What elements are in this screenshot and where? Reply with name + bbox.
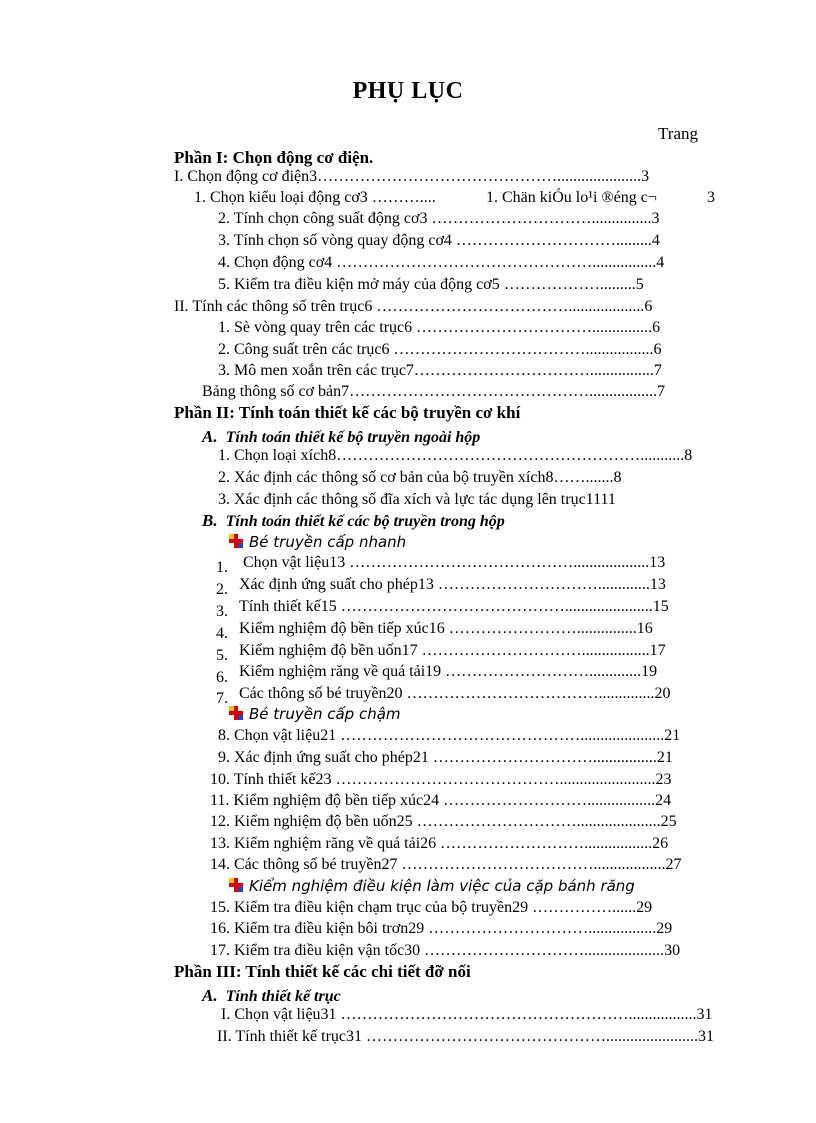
toc-entry: II. Tính các thông số trên trục6 ………………………………...................6 (174, 298, 653, 315)
toc-entry: I. Chọn vật liệu31 ……………………………………………….................31 (221, 1006, 713, 1023)
section-letter: A. (202, 427, 218, 446)
toc-entry: 5. Kiểm tra điều kiện mở máy của động cơ5 ……………….........5 (218, 276, 644, 293)
toc-entry: II. Tính thiết kế trục31 ……………………………………….......................31 (217, 1028, 714, 1045)
toc-entry: Kiểm nghiệm độ bền uốn17 ………………………….................17 (239, 642, 666, 659)
section-title: Tính thiết kế trục (225, 988, 341, 1005)
section-letter: A. (202, 986, 218, 1005)
toc-page-number: 3 (707, 189, 715, 206)
bullet-cross-icon (229, 706, 243, 720)
section-title: Tính toán thiết kế bộ truyền ngoài hộp (225, 429, 481, 446)
toc-entry: 3. Xác định các thông số đĩa xích và lực tác dụng lên trục1111 (218, 491, 616, 508)
toc-entry: 17. Kiểm tra điều kiện vận tốc30 …………………………....................30 (210, 942, 681, 959)
subsection-check (229, 876, 635, 897)
list-number: 7. (216, 690, 228, 707)
list-number: 6. (216, 669, 228, 686)
toc-entry: 15. Kiểm tra điều kiện chạm trục của bộ truyền29 ……………......29 (210, 899, 653, 916)
subsection-fast (229, 532, 406, 553)
subsection-slow (229, 704, 401, 725)
toc-entry: 13. Kiểm nghiệm răng về quá tải26 ……………………….................26 (210, 835, 669, 852)
toc-entry: 4. Chọn động cơ4 …………………………………………................4 (218, 254, 665, 271)
toc-entry-overlap: 1. Chän kiÓu lo¹i ®éng c¬ (486, 189, 657, 206)
list-number: 4. (216, 625, 228, 642)
section-a-heading (202, 986, 341, 1007)
part1-heading: Phần I: Chọn động cơ điện. (174, 148, 374, 167)
section-a-heading (202, 427, 480, 448)
subsection-title: Bé truyền cấp chậm (249, 705, 401, 723)
bullet-cross-icon (229, 878, 243, 892)
toc-entry: 3. Mô men xoắn trên các trục7……………………………................7 (218, 362, 662, 379)
bullet-cross-icon (229, 534, 243, 548)
toc-entry: 14. Các thông số bé truyền27 ………………………………..................27 (210, 856, 682, 873)
toc-entry: 11. Kiểm nghiệm độ bền tiếp xúc24 ……………………….................24 (210, 792, 672, 809)
list-number: 3. (216, 603, 228, 620)
toc-entry: 8. Chọn vật liệu21 ……………………………………….....................21 (218, 727, 681, 744)
toc-entry: Xác định ứng suất cho phép13 ………………………….............13 (239, 576, 666, 593)
toc-entry: 2. Tính chọn công suất động cơ3 …………………………...............3 (218, 210, 660, 227)
toc-entry: 3. Tính chọn số vòng quay động cơ4 ………………………….........4 (218, 232, 660, 249)
toc-entry: Kiểm nghiệm răng về quá tải19 ……………………….............19 (239, 663, 658, 680)
toc-entry: 1. Sè vòng quay trên các trục6 ……………………………...............6 (218, 319, 661, 336)
subsection-title: Bé truyền cấp nhanh (249, 533, 407, 551)
list-number: 5. (216, 647, 228, 664)
section-title: Tính toán thiết kế các bộ truyền trong hộp (225, 513, 505, 530)
part3-heading: Phần III: Tính thiết kế các chi tiết đỡ nối (174, 962, 471, 981)
toc-entry: Kiểm nghiệm độ bền tiếp xúc16 ……………………...............16 (239, 620, 653, 637)
list-number: 2. (216, 581, 228, 598)
toc-entry: 12. Kiểm nghiệm độ bền uốn25 ………………………….....................25 (210, 813, 677, 830)
toc-entry: 16. Kiểm tra điều kiện bôi trơn29 ………………………….................29 (210, 920, 673, 937)
toc-entry: 9. Xác định ứng suất cho phép21 …………………………................21 (218, 749, 673, 766)
toc-entry: Tính thiết kế15 ……………………………………......................15 (239, 598, 669, 615)
page-title: PHỤ LỤC (352, 78, 464, 104)
list-number: 1. (216, 559, 228, 576)
section-b-heading (202, 511, 505, 532)
toc-entry: 1. Chọn loại xích8…………………………………………………...........8 (218, 447, 693, 464)
toc-entry: 10. Tính thiết kế23 ……………………………………........................23 (210, 771, 672, 788)
toc-entry: Chọn vật liệu13 ……………………………………...................13 (243, 554, 666, 571)
page-column-label: Trang (658, 124, 698, 143)
subsection-title: Kiểm nghiệm điều kiện làm việc của cặp bánh răng (249, 877, 635, 895)
toc-entry: 2. Xác định các thông số cơ bản của bộ truyền xích8…….......8 (218, 469, 622, 486)
section-letter: B. (202, 511, 218, 530)
toc-entry: 2. Công suất trên các trục6 ……………………………….................6 (218, 341, 662, 358)
toc-entry: 1. Chọn kiểu loại động cơ3 ……….... (194, 189, 436, 206)
toc-entry: Các thông số bé truyền20 ………………………………..............20 (239, 685, 671, 702)
part2-heading: Phần II: Tính toán thiết kế các bộ truyền cơ khí (174, 403, 521, 422)
toc-entry: I. Chọn động cơ điện3……………………………………….....................3 (174, 168, 650, 185)
toc-entry: Bảng thông số cơ bản7……………………………………….................7 (202, 383, 666, 400)
